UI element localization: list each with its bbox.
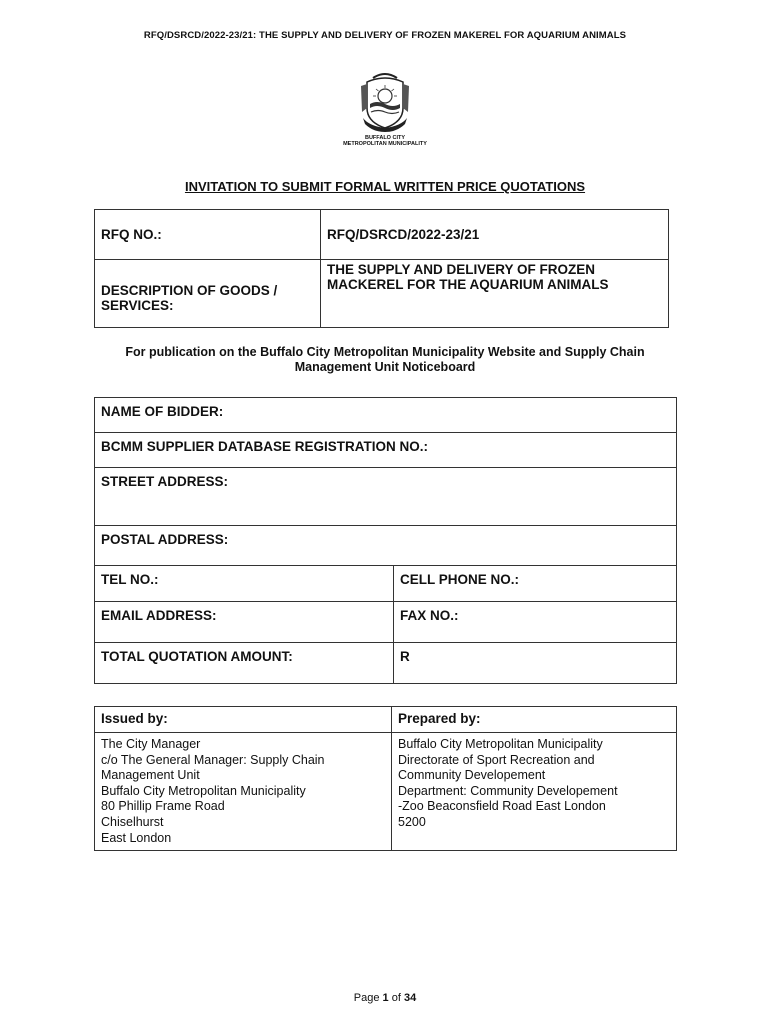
postal-address-field: POSTAL ADDRESS: xyxy=(95,526,677,566)
bidder-name-field: NAME OF BIDDER: xyxy=(95,398,677,433)
tel-no-field: TEL NO.: xyxy=(95,566,394,602)
prepared-by-address xyxy=(392,733,677,851)
issued-by-address xyxy=(95,733,392,851)
issued-line: East London xyxy=(101,830,172,845)
page-footer xyxy=(0,992,770,1004)
page-of: of xyxy=(391,992,401,1004)
registration-no-field: BCMM SUPPLIER DATABASE REGISTRATION NO.: xyxy=(95,433,677,468)
prepared-line: Department: Community Developement xyxy=(398,783,618,798)
currency-field: R xyxy=(394,643,677,684)
prepared-line: 5200 xyxy=(398,814,426,829)
cell-phone-field: CELL PHONE NO.: xyxy=(394,566,677,602)
prepared-line: -Zoo Beaconsfield Road East London xyxy=(398,799,606,814)
page-number: 1 xyxy=(382,992,389,1004)
bidder-details-table xyxy=(94,397,677,684)
page-total: 34 xyxy=(403,992,417,1004)
rfq-table xyxy=(94,209,669,328)
issued-line: Buffalo City Metropolitan Municipality xyxy=(101,783,306,798)
issue-table xyxy=(94,706,677,851)
publication-note: For publication on the Buffalo City Metropolitan Municipality Website and Supply Chain Management Unit Noticeboard xyxy=(125,345,645,374)
municipality-logo xyxy=(330,72,440,152)
description-label: DESCRIPTION OF GOODS / SERVICES: xyxy=(95,260,321,328)
issued-by-label: Issued by: xyxy=(95,707,392,733)
description-value: THE SUPPLY AND DELIVERY OF FROZEN MACKEREL FOR THE AQUARIUM ANIMALS xyxy=(321,260,669,328)
prepared-line: Directorate of Sport Recreation and xyxy=(398,752,595,767)
fax-no-field: FAX NO.: xyxy=(394,602,677,643)
rfq-no-label: RFQ NO.: xyxy=(95,210,321,260)
document-title: INVITATION TO SUBMIT FORMAL WRITTEN PRICE QUOTATIONS xyxy=(184,179,586,194)
page-prefix: Page xyxy=(353,992,380,1004)
prepared-line: Community Developement xyxy=(398,768,546,783)
logo-text-line2: METROPOLITAN MUNICIPALITY xyxy=(343,141,427,147)
street-address-field: STREET ADDRESS: xyxy=(95,468,677,526)
issued-line: Management Unit xyxy=(101,768,200,783)
issued-line: c/o The General Manager: Supply Chain xyxy=(101,752,325,767)
issued-line: 80 Phillip Frame Road xyxy=(101,799,225,814)
rfq-no-value: RFQ/DSRCD/2022-23/21 xyxy=(321,210,669,260)
crest-icon xyxy=(359,72,411,134)
issued-line: Chiselhurst xyxy=(101,814,164,829)
running-header: RFQ/DSRCD/2022-23/21: THE SUPPLY AND DELIVERY OF FROZEN MAKEREL FOR AQUARIUM ANIMALS xyxy=(143,30,627,41)
email-address-field: EMAIL ADDRESS: xyxy=(95,602,394,643)
prepared-line: Buffalo City Metropolitan Municipality xyxy=(398,737,603,751)
logo-text-line1: BUFFALO CITY xyxy=(364,135,406,141)
total-quotation-field: TOTAL QUOTATION AMOUNT: xyxy=(95,643,394,684)
issued-line: The City Manager xyxy=(101,737,201,751)
prepared-by-label: Prepared by: xyxy=(392,707,677,733)
